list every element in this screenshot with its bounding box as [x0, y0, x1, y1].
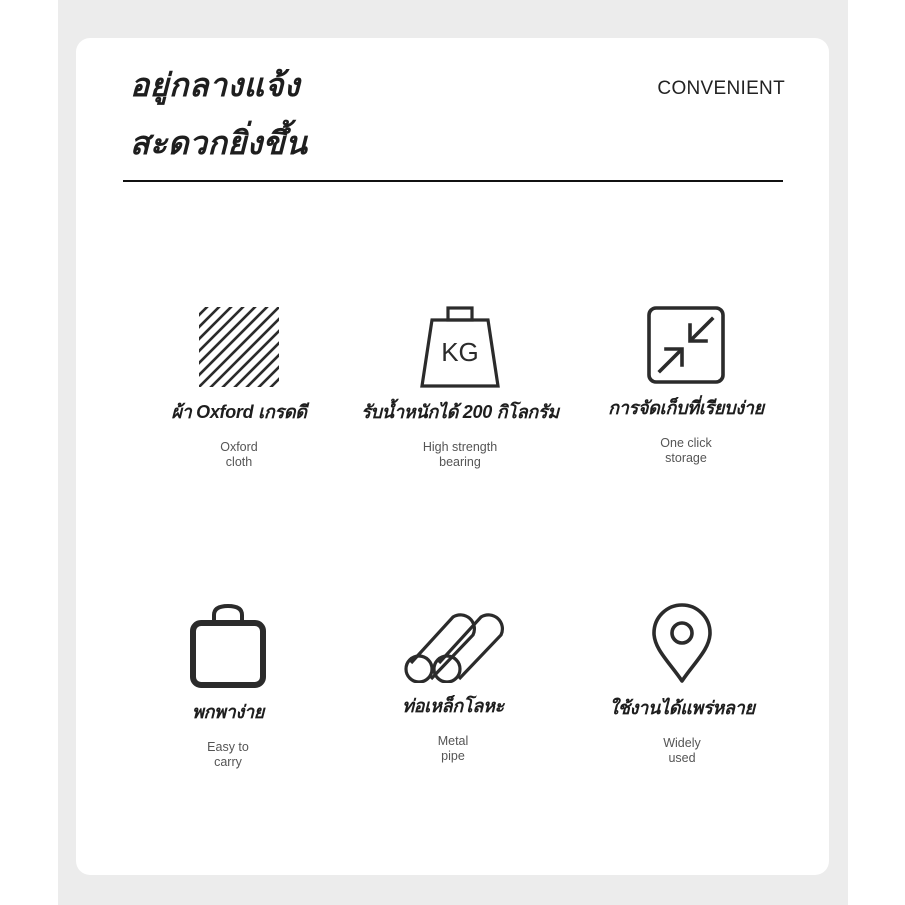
metal-pipes-icon	[401, 603, 505, 683]
feature-subtext-line-2: pipe	[441, 749, 465, 763]
location-pin-icon	[650, 603, 714, 685]
feature-label: รับน้ำหนักได้ 200 กิโลกรัม	[361, 402, 559, 422]
feature-label: การจัดเก็บที่เรียบง่าย	[608, 398, 764, 418]
feature-label: ท่อเหล็กโลหะ	[402, 696, 504, 716]
feature-subtext-line-1: Widely	[663, 736, 701, 750]
shopping-bag-icon	[188, 603, 268, 689]
header-divider	[123, 180, 783, 182]
feature-subtext-line-2: used	[668, 751, 696, 765]
feature-label: พกพาง่าย	[191, 702, 265, 722]
feature-subtext-line-2: cloth	[225, 455, 253, 469]
feature-subtext-line-2: carry	[214, 755, 242, 769]
feature-subtext-line-2: bearing	[439, 455, 481, 469]
diagonal-stripes-icon	[197, 305, 281, 389]
convenient-tag: CONVENIENT	[657, 78, 785, 99]
feature-subtext-line-1: High strength	[422, 440, 498, 454]
compress-arrows-icon	[646, 305, 726, 385]
feature-subtext-line-2: storage	[665, 451, 707, 465]
kg-weight-icon	[417, 305, 503, 389]
feature-easy-carry	[108, 603, 348, 770]
page-title-line-2: สะดวกยิ่งขึ้น	[130, 125, 308, 161]
feature-subtext-line-1: Easy to	[207, 740, 249, 754]
feature-subtext	[119, 440, 359, 470]
feature-subtext-line-1: Metal	[437, 734, 469, 748]
feature-label: ผ้า Oxford เกรดดี	[171, 402, 307, 422]
feature-easy-storage	[566, 305, 806, 466]
feature-subtext	[562, 736, 802, 766]
feature-subtext-line-1: Oxford	[220, 440, 258, 454]
feature-metal-pipe	[333, 603, 573, 764]
feature-subtext	[340, 440, 580, 470]
feature-widely-used	[562, 603, 802, 766]
page-title-line-1: อยู่กลางแจ้ง	[130, 67, 301, 103]
feature-subtext	[333, 734, 573, 764]
feature-label: ใช้งานได้แพร่หลาย	[609, 698, 755, 718]
feature-subtext	[108, 740, 348, 770]
kg-label: KG	[441, 337, 479, 367]
feature-oxford-cloth	[119, 305, 359, 470]
feature-weight-capacity	[340, 305, 580, 470]
feature-subtext-line-1: One click	[660, 436, 712, 450]
feature-subtext	[566, 436, 806, 466]
